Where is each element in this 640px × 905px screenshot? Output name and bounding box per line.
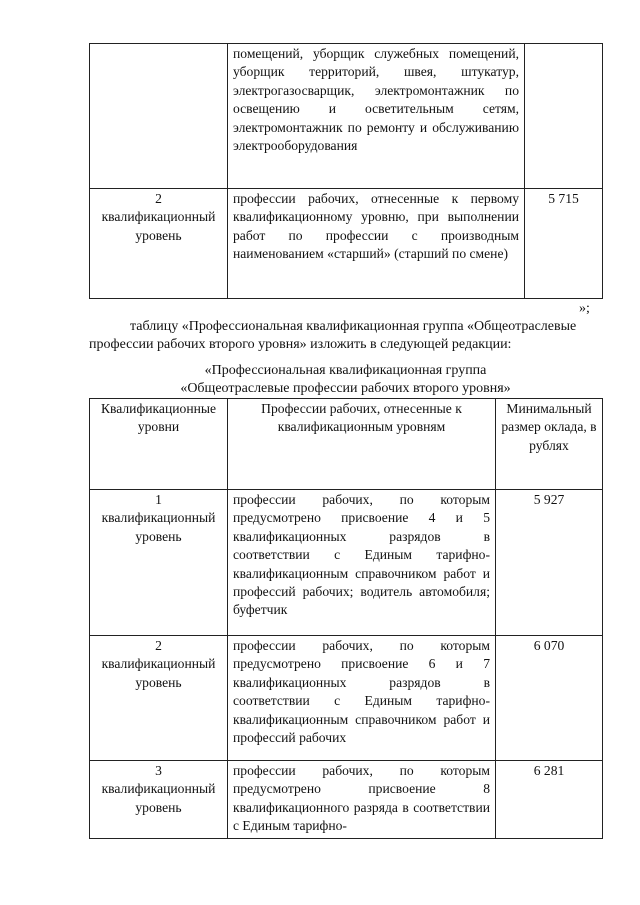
closing-quote: »; — [579, 301, 590, 316]
table-title-line-1: «Профессиональная квалификационная группа — [204, 363, 487, 378]
level-cell — [90, 189, 228, 299]
qualification-table — [89, 398, 603, 839]
table-row — [90, 636, 603, 761]
level-word: квалификационный — [101, 209, 216, 225]
salary-cell: 5 715 — [525, 189, 603, 299]
salary-cell: 6 070 — [496, 636, 603, 761]
level-number: 2 — [155, 638, 162, 653]
level-number: 3 — [155, 763, 162, 778]
level-number: 1 — [155, 492, 162, 507]
level-cell — [90, 761, 228, 839]
level-word: квалификационный — [101, 656, 216, 672]
salary-cell: 6 281 — [496, 761, 603, 839]
table-continuation — [89, 43, 603, 299]
table-row — [90, 761, 603, 839]
description-cell: помещений, уборщик служебных помещений, уборщик территорий, швея, штукатур, электрогазосварщик, электромонтажник по освещению и осветительным сетям, электромонтажник по ремонту и обслуживанию электрооборудования — [228, 44, 525, 189]
paragraph-line-1: таблицу «Профессиональная квалификационная группа «Общеотраслевые — [130, 319, 577, 334]
salary-cell — [525, 44, 603, 189]
level-cell — [90, 490, 228, 636]
table-row — [90, 490, 603, 636]
level-word: квалификационный — [101, 781, 216, 797]
header-professions: Профессии рабочих, отнесенные к квалификационным уровням — [228, 399, 496, 490]
header-levels: Квалификационные уровни — [90, 399, 228, 490]
table-title-line-2: «Общеотраслевые профессии рабочих второго уровня» — [180, 381, 511, 396]
table-row — [90, 44, 603, 189]
level-word: квалификационный — [101, 510, 216, 526]
level-suffix: уровень — [135, 528, 182, 544]
description-cell: профессии рабочих, по которым предусмотрено присвоение 4 и 5 квалификационных разрядов в соответствии с Единым тарифно-квалификационным справочником работ и профессий рабочих; водитель автомобиля; буфетчик — [228, 490, 496, 636]
description-cell: профессии рабочих, по которым предусмотрено присвоение 8 квалификационного разряда в соответствии с Единым тарифно- — [228, 761, 496, 839]
level-cell — [90, 44, 228, 189]
header-salary: Минимальный размер оклада, в рублях — [496, 399, 603, 490]
paragraph-line-2: профессии рабочих второго уровня» изложить в следующей редакции: — [89, 337, 512, 352]
salary-cell: 5 927 — [496, 490, 603, 636]
table-header-row — [90, 399, 603, 490]
level-cell — [90, 636, 228, 761]
table-row — [90, 189, 603, 299]
description-cell: профессии рабочих, отнесенные к первому квалификационному уровню, при выполнении работ по профессии с производным наименованием «старший» (старший по смене) — [228, 189, 525, 299]
description-cell: профессии рабочих, по которым предусмотрено присвоение 6 и 7 квалификационных разрядов в соответствии с Единым тарифно-квалификационным справочником работ и профессий рабочих — [228, 636, 496, 761]
level-suffix: уровень — [135, 799, 182, 815]
level-number: 2 — [155, 191, 162, 206]
level-suffix: уровень — [135, 674, 182, 690]
level-suffix: уровень — [135, 227, 182, 243]
